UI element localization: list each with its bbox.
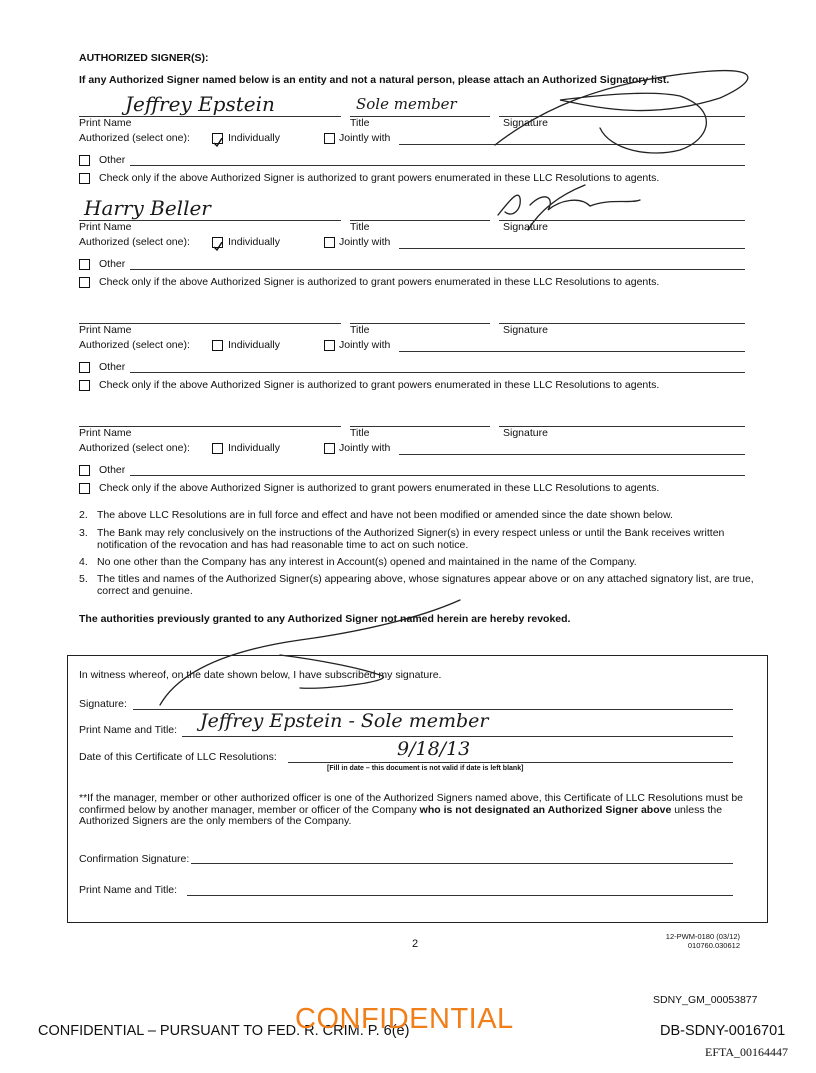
witness-print-name-label: Print Name and Title: [79, 724, 178, 736]
grant-powers-checkbox[interactable] [79, 173, 90, 184]
other-checkbox[interactable] [79, 465, 90, 476]
jointly-checkbox[interactable] [324, 340, 335, 351]
date-label: Date of this Certificate of LLC Resolutions: [79, 751, 277, 763]
print-name-label: Print Name [79, 427, 132, 439]
checkmark-icon [213, 138, 222, 147]
jointly-label: Jointly with [339, 339, 391, 351]
other-checkbox[interactable] [79, 155, 90, 166]
print-name-value: Jeffrey Epstein [125, 92, 275, 116]
individually-label: Individually [228, 339, 280, 351]
other-label: Other [99, 154, 126, 166]
individually-checkbox[interactable] [212, 237, 223, 248]
signature-label: Signature [503, 427, 548, 439]
authorized-select-label: Authorized (select one): [79, 339, 190, 351]
confirmation-print-name-label: Print Name and Title: [79, 884, 178, 896]
bates-number-3: EFTA_00164447 [705, 1045, 789, 1059]
witness-signature-label: Signature: [79, 698, 127, 710]
jointly-checkbox[interactable] [324, 443, 335, 454]
other-label: Other [99, 361, 126, 373]
section-title: AUTHORIZED SIGNER(S): [79, 52, 209, 64]
authorized-select-label: Authorized (select one): [79, 236, 190, 248]
authorized-select-label: Authorized (select one): [79, 132, 190, 144]
signature-label: Signature [503, 324, 548, 336]
title-label: Title [350, 324, 370, 336]
print-name-label: Print Name [79, 117, 132, 129]
checkmark-icon [213, 242, 222, 251]
print-name-label: Print Name [79, 221, 132, 233]
individually-label: Individually [228, 442, 280, 454]
other-line[interactable] [130, 269, 745, 270]
signer-instruction: If any Authorized Signer named below is an entity and not a natural person, please attach an Authorized Signatory list. [79, 74, 670, 86]
title-line[interactable] [350, 323, 490, 324]
title-line[interactable] [350, 426, 490, 427]
other-label: Other [99, 258, 126, 270]
confidential-notice: CONFIDENTIAL – PURSUANT TO FED. R. CRIM. P. 6(e) [38, 1023, 410, 1039]
individually-label: Individually [228, 236, 280, 248]
grant-powers-label: Check only if the above Authorized Signer is authorized to grant powers enumerated in these LLC Resolutions to agents. [99, 276, 660, 288]
grant-powers-checkbox[interactable] [79, 277, 90, 288]
authorized-select-label: Authorized (select one): [79, 442, 190, 454]
bates-number-1: SDNY_GM_00053877 [653, 994, 758, 1006]
individually-checkbox[interactable] [212, 443, 223, 454]
other-checkbox[interactable] [79, 259, 90, 270]
witness-print-name-line[interactable] [182, 736, 733, 737]
jointly-label: Jointly with [339, 236, 391, 248]
witness-print-name-value: Jeffrey Epstein - Sole member [200, 710, 489, 732]
jointly-with-line[interactable] [399, 144, 745, 145]
form-code: 12-PWM-0180 (03/12) 010760.030612 [665, 932, 740, 950]
title-label: Title [350, 427, 370, 439]
grant-powers-checkbox[interactable] [79, 483, 90, 494]
jointly-with-line[interactable] [399, 248, 745, 249]
title-label: Title [350, 221, 370, 233]
witness-box [67, 655, 768, 923]
jointly-checkbox[interactable] [324, 133, 335, 144]
print-name-label: Print Name [79, 324, 132, 336]
other-line[interactable] [130, 165, 745, 166]
other-checkbox[interactable] [79, 362, 90, 373]
bates-number-2: DB-SDNY-0016701 [660, 1023, 786, 1039]
witness-intro: In witness whereof, on the date shown below, I have subscribed my signature. [79, 669, 442, 681]
other-label: Other [99, 464, 126, 476]
individually-label: Individually [228, 132, 280, 144]
grant-powers-label: Check only if the above Authorized Signer is authorized to grant powers enumerated in these LLC Resolutions to agents. [99, 172, 660, 184]
print-name-value: Harry Beller [84, 196, 211, 220]
jointly-label: Jointly with [339, 442, 391, 454]
jointly-with-line[interactable] [399, 351, 745, 352]
date-value: 9/18/13 [397, 738, 471, 760]
page-number: 2 [412, 938, 419, 950]
grant-powers-label: Check only if the above Authorized Signer is authorized to grant powers enumerated in these LLC Resolutions to agents. [99, 379, 660, 391]
revocation-statement: The authorities previously granted to any Authorized Signer not named herein are hereby revoked. [79, 613, 571, 625]
title-value: Sole member [356, 95, 457, 113]
title-label: Title [350, 117, 370, 129]
date-note: [Fill in date – this document is not valid if date is left blank] [327, 765, 524, 772]
jointly-label: Jointly with [339, 132, 391, 144]
title-line[interactable] [350, 116, 490, 117]
confirmation-print-name-line[interactable] [187, 895, 733, 896]
individually-checkbox[interactable] [212, 133, 223, 144]
confirmation-signature-label: Confirmation Signature: [79, 853, 190, 865]
signature-label: Signature [503, 221, 548, 233]
jointly-with-line[interactable] [399, 454, 745, 455]
confidential-stamp: CONFIDENTIAL [295, 1003, 514, 1035]
confirmation-signature-line[interactable] [191, 863, 733, 864]
signature-label: Signature [503, 117, 548, 129]
date-line[interactable] [288, 762, 733, 763]
witness-note: **If the manager, member or other authorized officer is one of the Authorized Signers named above, this Certificate of LLC Resolutions must be confirmed below by another manager, member or officer of the Company who is not designated an Authorized Signer above unless the Authorized Signers are the only members of the Company. [79, 792, 744, 827]
grant-powers-label: Check only if the above Authorized Signer is authorized to grant powers enumerated in these LLC Resolutions to agents. [99, 482, 660, 494]
individually-checkbox[interactable] [212, 340, 223, 351]
title-line[interactable] [350, 220, 490, 221]
other-line[interactable] [130, 475, 745, 476]
grant-powers-checkbox[interactable] [79, 380, 90, 391]
other-line[interactable] [130, 372, 745, 373]
jointly-checkbox[interactable] [324, 237, 335, 248]
